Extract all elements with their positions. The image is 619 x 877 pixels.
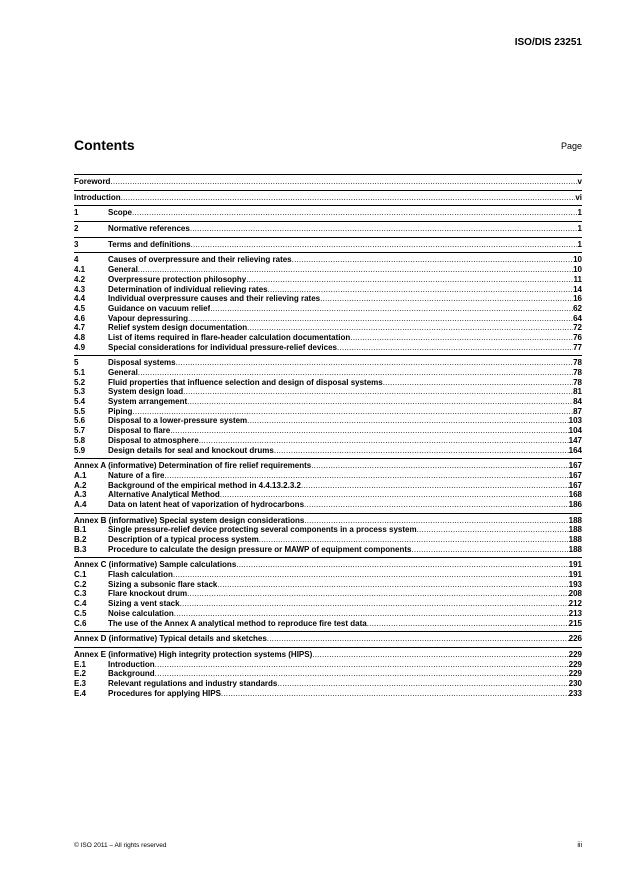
toc-entry-page: 229: [568, 669, 582, 679]
toc-entry-number: 5.1: [74, 368, 86, 377]
toc-entry[interactable]: [74, 436, 582, 446]
dot-leader: [301, 481, 569, 491]
toc-entry-title: Procedure to calculate the design pressure or MAWP of equipment components: [108, 544, 412, 554]
toc-entry-page: vi: [575, 192, 582, 202]
toc-group: [74, 647, 582, 698]
toc-group: [74, 252, 582, 352]
toc-entry-title: Introduction: [108, 659, 155, 669]
toc-entry-page: 208: [568, 589, 582, 599]
toc-entry-number: C.6: [74, 618, 87, 628]
toc-entry-number: 5.3: [74, 387, 86, 397]
dot-leader: [199, 436, 569, 446]
toc-entry-page: 191: [568, 560, 582, 570]
toc-entry[interactable]: [74, 570, 582, 580]
toc-entry[interactable]: [74, 416, 582, 426]
toc-entry[interactable]: [74, 314, 582, 324]
toc-entry-page: 81: [573, 387, 582, 397]
dot-leader: [247, 323, 573, 333]
page-number: iii: [577, 842, 582, 849]
dot-leader: [367, 619, 569, 629]
dot-leader: [180, 599, 569, 609]
dot-leader: [277, 679, 568, 689]
dot-leader: [417, 525, 569, 535]
toc-entry-page: 64: [573, 313, 582, 323]
dot-leader: [174, 609, 569, 619]
dot-leader: [221, 689, 569, 699]
toc-entry-title: Special considerations for individual pressure-relief devices: [108, 342, 337, 352]
toc-entry-number: C.4: [74, 599, 87, 609]
toc-entry-title: Annex A (informative) Determination of fire relief requirements: [74, 461, 312, 471]
toc-entry-page: 188: [568, 544, 582, 554]
toc-entry-page: 212: [568, 599, 582, 609]
toc-entry[interactable]: [74, 650, 582, 660]
toc-entry-title: Disposal to a lower-pressure system: [108, 416, 248, 426]
toc-entry-page: 226: [568, 634, 582, 644]
dot-leader: [170, 426, 568, 436]
toc-entry-number: C.3: [74, 589, 87, 599]
toc-entry-number: 5: [74, 358, 79, 368]
toc-entry-title: Fluid properties that influence selection and design of disposal systems: [108, 377, 383, 387]
toc-entry[interactable]: [74, 323, 582, 333]
toc-entry[interactable]: [74, 535, 582, 545]
toc-group: [74, 190, 582, 203]
table-of-contents: [74, 174, 582, 698]
toc-entry[interactable]: [74, 193, 582, 203]
toc-entry-title: Sizing a vent stack: [108, 599, 180, 609]
toc-entry-page: 87: [573, 406, 582, 416]
toc-entry-number: 5.8: [74, 435, 86, 445]
toc-entry-title: Design details for seal and knockout drums: [108, 445, 274, 455]
toc-entry-title: List of items required in flare-header calculation documentation: [108, 332, 351, 342]
toc-entry-page: 62: [573, 303, 582, 313]
toc-entry[interactable]: [74, 240, 582, 250]
toc-entry-page: 188: [568, 535, 582, 544]
toc-entry-title: Single pressure-relief device protecting several components in a process system: [108, 525, 417, 535]
toc-entry[interactable]: [74, 660, 582, 670]
toc-entry-number: A.4: [74, 499, 87, 509]
toc-entry-page: 233: [568, 688, 582, 698]
dot-leader: [164, 471, 568, 481]
toc-entry-title: Procedures for applying HIPS: [108, 688, 221, 698]
dot-leader: [220, 490, 569, 500]
toc-entry-number: A.3: [74, 490, 87, 500]
dot-leader: [311, 461, 568, 471]
toc-entry[interactable]: [74, 304, 582, 314]
toc-entry-number: 5.5: [74, 406, 86, 416]
toc-entry-page: 76: [573, 332, 582, 342]
toc-entry-title: Data on latent heat of vaporization of hydrocarbons: [108, 499, 305, 509]
dot-leader: [176, 358, 574, 368]
toc-entry-number: C.5: [74, 608, 87, 618]
toc-entry[interactable]: [74, 407, 582, 417]
toc-entry[interactable]: [74, 679, 582, 689]
toc-entry[interactable]: [74, 545, 582, 555]
toc-entry-title: Guidance on vacuum relief: [108, 303, 211, 313]
toc-entry-number: E.2: [74, 669, 87, 679]
page-column-label: Page: [560, 141, 582, 151]
toc-entry-number: 1: [74, 208, 79, 218]
toc-entry-page: 78: [573, 377, 582, 387]
document-id: ISO/DIS 23251: [514, 37, 582, 48]
dot-leader: [173, 570, 569, 580]
dot-leader: [247, 416, 568, 426]
toc-entry-page: 1: [577, 224, 582, 234]
toc-entry-page: 167: [568, 470, 582, 480]
dot-leader: [337, 343, 573, 353]
toc-entry-number: 4: [74, 255, 79, 265]
toc-entry-number: E.1: [74, 659, 87, 669]
toc-entry-title: Relief system design documentation: [108, 323, 248, 333]
toc-entry[interactable]: [74, 265, 582, 275]
toc-entry-title: System design load: [108, 387, 184, 397]
toc-entry-page: 16: [573, 294, 582, 304]
toc-entry[interactable]: [74, 333, 582, 343]
toc-entry-title: General: [108, 368, 138, 377]
toc-entry-title: Description of a typical process system: [108, 535, 259, 544]
toc-entry-page: 167: [568, 461, 582, 471]
toc-entry-page: 10: [573, 265, 582, 275]
dot-leader: [267, 634, 569, 644]
toc-entry[interactable]: [74, 208, 582, 218]
dot-leader: [217, 580, 568, 590]
toc-entry-number: 2: [74, 224, 79, 234]
toc-entry-title: Disposal to flare: [108, 426, 171, 436]
toc-entry[interactable]: [74, 461, 582, 471]
toc-entry-title: Annex B (informative) Special system design considerations: [74, 515, 305, 525]
toc-entry[interactable]: [74, 490, 582, 500]
toc-entry-number: 5.4: [74, 397, 86, 407]
toc-entry-number: B.1: [74, 525, 87, 535]
toc-entry-page: 229: [568, 659, 582, 669]
toc-entry[interactable]: [74, 669, 582, 679]
toc-entry-title: Disposal systems: [108, 358, 176, 368]
toc-entry[interactable]: [74, 368, 582, 378]
toc-entry-number: 3: [74, 239, 79, 249]
toc-entry-title: Annex E (informative) High integrity protection systems (HIPS): [74, 649, 313, 659]
toc-entry-page: 1: [577, 208, 582, 218]
toc-entry-page: 1: [577, 239, 582, 249]
toc-entry-title: Terms and definitions: [108, 239, 191, 249]
toc-entry-title: General: [108, 265, 138, 275]
toc-entry-page: 77: [573, 342, 582, 352]
toc-entry-title: Background: [108, 669, 155, 679]
toc-group: [74, 205, 582, 218]
toc-entry[interactable]: [74, 619, 582, 629]
toc-entry-number: 5.6: [74, 416, 86, 426]
toc-entry[interactable]: [74, 397, 582, 407]
toc-entry[interactable]: [74, 471, 582, 481]
toc-entry-title: Foreword: [74, 177, 111, 186]
toc-group: [74, 355, 582, 455]
toc-entry-page: 230: [568, 678, 582, 688]
toc-entry[interactable]: [74, 343, 582, 353]
toc-entry-title: Introduction: [74, 192, 121, 202]
toc-entry-title: Determination of individual relieving rates: [108, 284, 268, 294]
dot-leader: [304, 500, 569, 510]
toc-entry-number: 4.9: [74, 342, 86, 352]
toc-entry-number: C.1: [74, 570, 87, 580]
toc-entry-page: 213: [568, 608, 582, 618]
toc-entry-title: Scope: [108, 208, 133, 218]
toc-entry[interactable]: [74, 599, 582, 609]
toc-entry-page: 188: [568, 515, 582, 525]
toc-entry-number: 5.9: [74, 445, 86, 455]
toc-entry-number: 5.7: [74, 426, 86, 436]
dot-leader: [210, 304, 573, 314]
toc-entry-page: 72: [573, 323, 582, 333]
toc-entry-number: E.4: [74, 688, 87, 698]
toc-entry-number: 4.6: [74, 313, 86, 323]
toc-entry-page: 164: [568, 445, 582, 455]
toc-entry-title: Normative references: [108, 224, 190, 234]
toc-entry[interactable]: [74, 589, 582, 599]
dot-leader: [188, 314, 573, 324]
toc-entry-number: 4.2: [74, 274, 86, 284]
toc-group: [74, 458, 582, 509]
toc-entry[interactable]: [74, 177, 582, 187]
toc-group: [74, 237, 582, 250]
toc-group: [74, 174, 582, 187]
toc-entry-page: 10: [573, 255, 582, 265]
toc-entry-title: Piping: [108, 406, 133, 416]
dot-leader: [138, 368, 573, 378]
toc-entry-number: 5.2: [74, 377, 86, 387]
dot-leader: [411, 545, 568, 555]
toc-entry-title: Flash calculation: [108, 570, 173, 580]
dot-leader: [383, 378, 573, 388]
contents-title: Contents: [74, 137, 135, 153]
toc-entry[interactable]: [74, 560, 582, 570]
toc-entry-title: Disposal to atmosphere: [108, 435, 199, 445]
dot-leader: [155, 669, 569, 679]
toc-entry-page: 103: [568, 416, 582, 426]
toc-entry[interactable]: [74, 285, 582, 295]
toc-entry-title: Annex D (informative) Typical details and sketches: [74, 634, 267, 644]
dot-leader: [121, 193, 576, 203]
toc-entry[interactable]: [74, 275, 582, 285]
dot-leader: [183, 387, 573, 397]
toc-entry[interactable]: [74, 580, 582, 590]
toc-entry-page: 186: [568, 499, 582, 509]
toc-entry[interactable]: [74, 500, 582, 510]
toc-entry[interactable]: [74, 481, 582, 491]
toc-entry[interactable]: [74, 446, 582, 456]
toc-entry[interactable]: [74, 358, 582, 368]
toc-entry-title: Noise calculation: [108, 608, 174, 618]
toc-entry-title: Causes of overpressure and their relieving rates: [108, 255, 292, 265]
toc-entry-number: C.2: [74, 579, 87, 589]
dot-leader: [190, 224, 578, 234]
toc-entry-page: 188: [568, 525, 582, 535]
toc-entry-title: Nature of a fire: [108, 470, 165, 480]
toc-entry-title: Vapour depressuring: [108, 313, 189, 323]
dot-leader: [246, 275, 573, 285]
dot-leader: [138, 265, 573, 275]
toc-entry-page: 215: [568, 618, 582, 628]
toc-entry-page: 78: [573, 358, 582, 368]
dot-leader: [191, 240, 578, 250]
dot-leader: [350, 333, 573, 343]
dot-leader: [132, 407, 573, 417]
toc-entry-title: Individual overpressure causes and their relieving rates: [108, 294, 321, 304]
toc-entry-page: 193: [568, 579, 582, 589]
toc-entry[interactable]: [74, 516, 582, 526]
toc-entry-number: E.3: [74, 678, 87, 688]
dot-leader: [259, 535, 569, 545]
dot-leader: [155, 660, 569, 670]
toc-entry-title: Relevant regulations and industry standards: [108, 678, 278, 688]
toc-entry-number: B.3: [74, 544, 87, 554]
dot-leader: [304, 516, 568, 526]
dot-leader: [132, 208, 578, 218]
toc-entry[interactable]: [74, 634, 582, 644]
toc-entry-title: System arrangement: [108, 397, 188, 407]
toc-entry-page: 84: [573, 397, 582, 407]
dot-leader: [274, 446, 569, 456]
dot-leader: [187, 397, 573, 407]
toc-entry-title: Annex C (informative) Sample calculations: [74, 560, 237, 570]
toc-entry-number: 4.8: [74, 332, 86, 342]
toc-entry-page: v: [577, 177, 582, 186]
toc-group: [74, 513, 582, 555]
toc-group: [74, 631, 582, 644]
toc-entry[interactable]: [74, 387, 582, 397]
toc-entry-page: 168: [568, 490, 582, 500]
dot-leader: [292, 255, 573, 265]
toc-entry-number: A.1: [74, 470, 87, 480]
toc-entry-title: Alternative Analytical Method: [108, 490, 220, 500]
toc-entry-title: Background of the empirical method in 4.4.13.2.3.2: [108, 480, 301, 490]
toc-entry-title: Overpressure protection philosophy: [108, 274, 247, 284]
toc-entry-number: 4.1: [74, 265, 86, 275]
toc-entry-title: Flare knockout drum: [108, 589, 188, 599]
toc-entry-number: 4.4: [74, 294, 86, 304]
toc-entry[interactable]: [74, 378, 582, 388]
toc-entry[interactable]: [74, 689, 582, 699]
toc-entry-number: B.2: [74, 535, 87, 544]
toc-entry-number: 4.3: [74, 284, 86, 294]
toc-entry[interactable]: [74, 426, 582, 436]
toc-entry-page: 191: [568, 570, 582, 580]
toc-entry-page: 14: [573, 284, 582, 294]
toc-entry[interactable]: [74, 255, 582, 265]
dot-leader: [320, 294, 573, 304]
toc-entry-page: 147: [568, 435, 582, 445]
dot-leader: [312, 650, 568, 660]
dot-leader: [187, 589, 569, 599]
toc-group: [74, 221, 582, 234]
toc-entry-page: 104: [568, 426, 582, 436]
copyright-notice: © ISO 2011 – All rights reserved: [74, 842, 167, 849]
dot-leader: [236, 560, 568, 570]
toc-entry[interactable]: [74, 525, 582, 535]
toc-group: [74, 557, 582, 628]
toc-entry[interactable]: [74, 224, 582, 234]
dot-leader: [110, 177, 577, 187]
dot-leader: [268, 285, 574, 295]
toc-entry[interactable]: [74, 609, 582, 619]
toc-entry-page: 167: [568, 480, 582, 490]
toc-entry-title: Sizing a subsonic flare stack: [108, 579, 218, 589]
toc-entry-number: A.2: [74, 480, 87, 490]
toc-entry[interactable]: [74, 294, 582, 304]
toc-entry-number: 4.7: [74, 323, 86, 333]
toc-entry-page: 78: [573, 368, 582, 377]
toc-entry-number: 4.5: [74, 303, 86, 313]
toc-entry-page: 229: [568, 649, 582, 659]
toc-entry-title: The use of the Annex A analytical method to reproduce fire test data: [108, 618, 367, 628]
toc-entry-page: 11: [573, 274, 582, 284]
